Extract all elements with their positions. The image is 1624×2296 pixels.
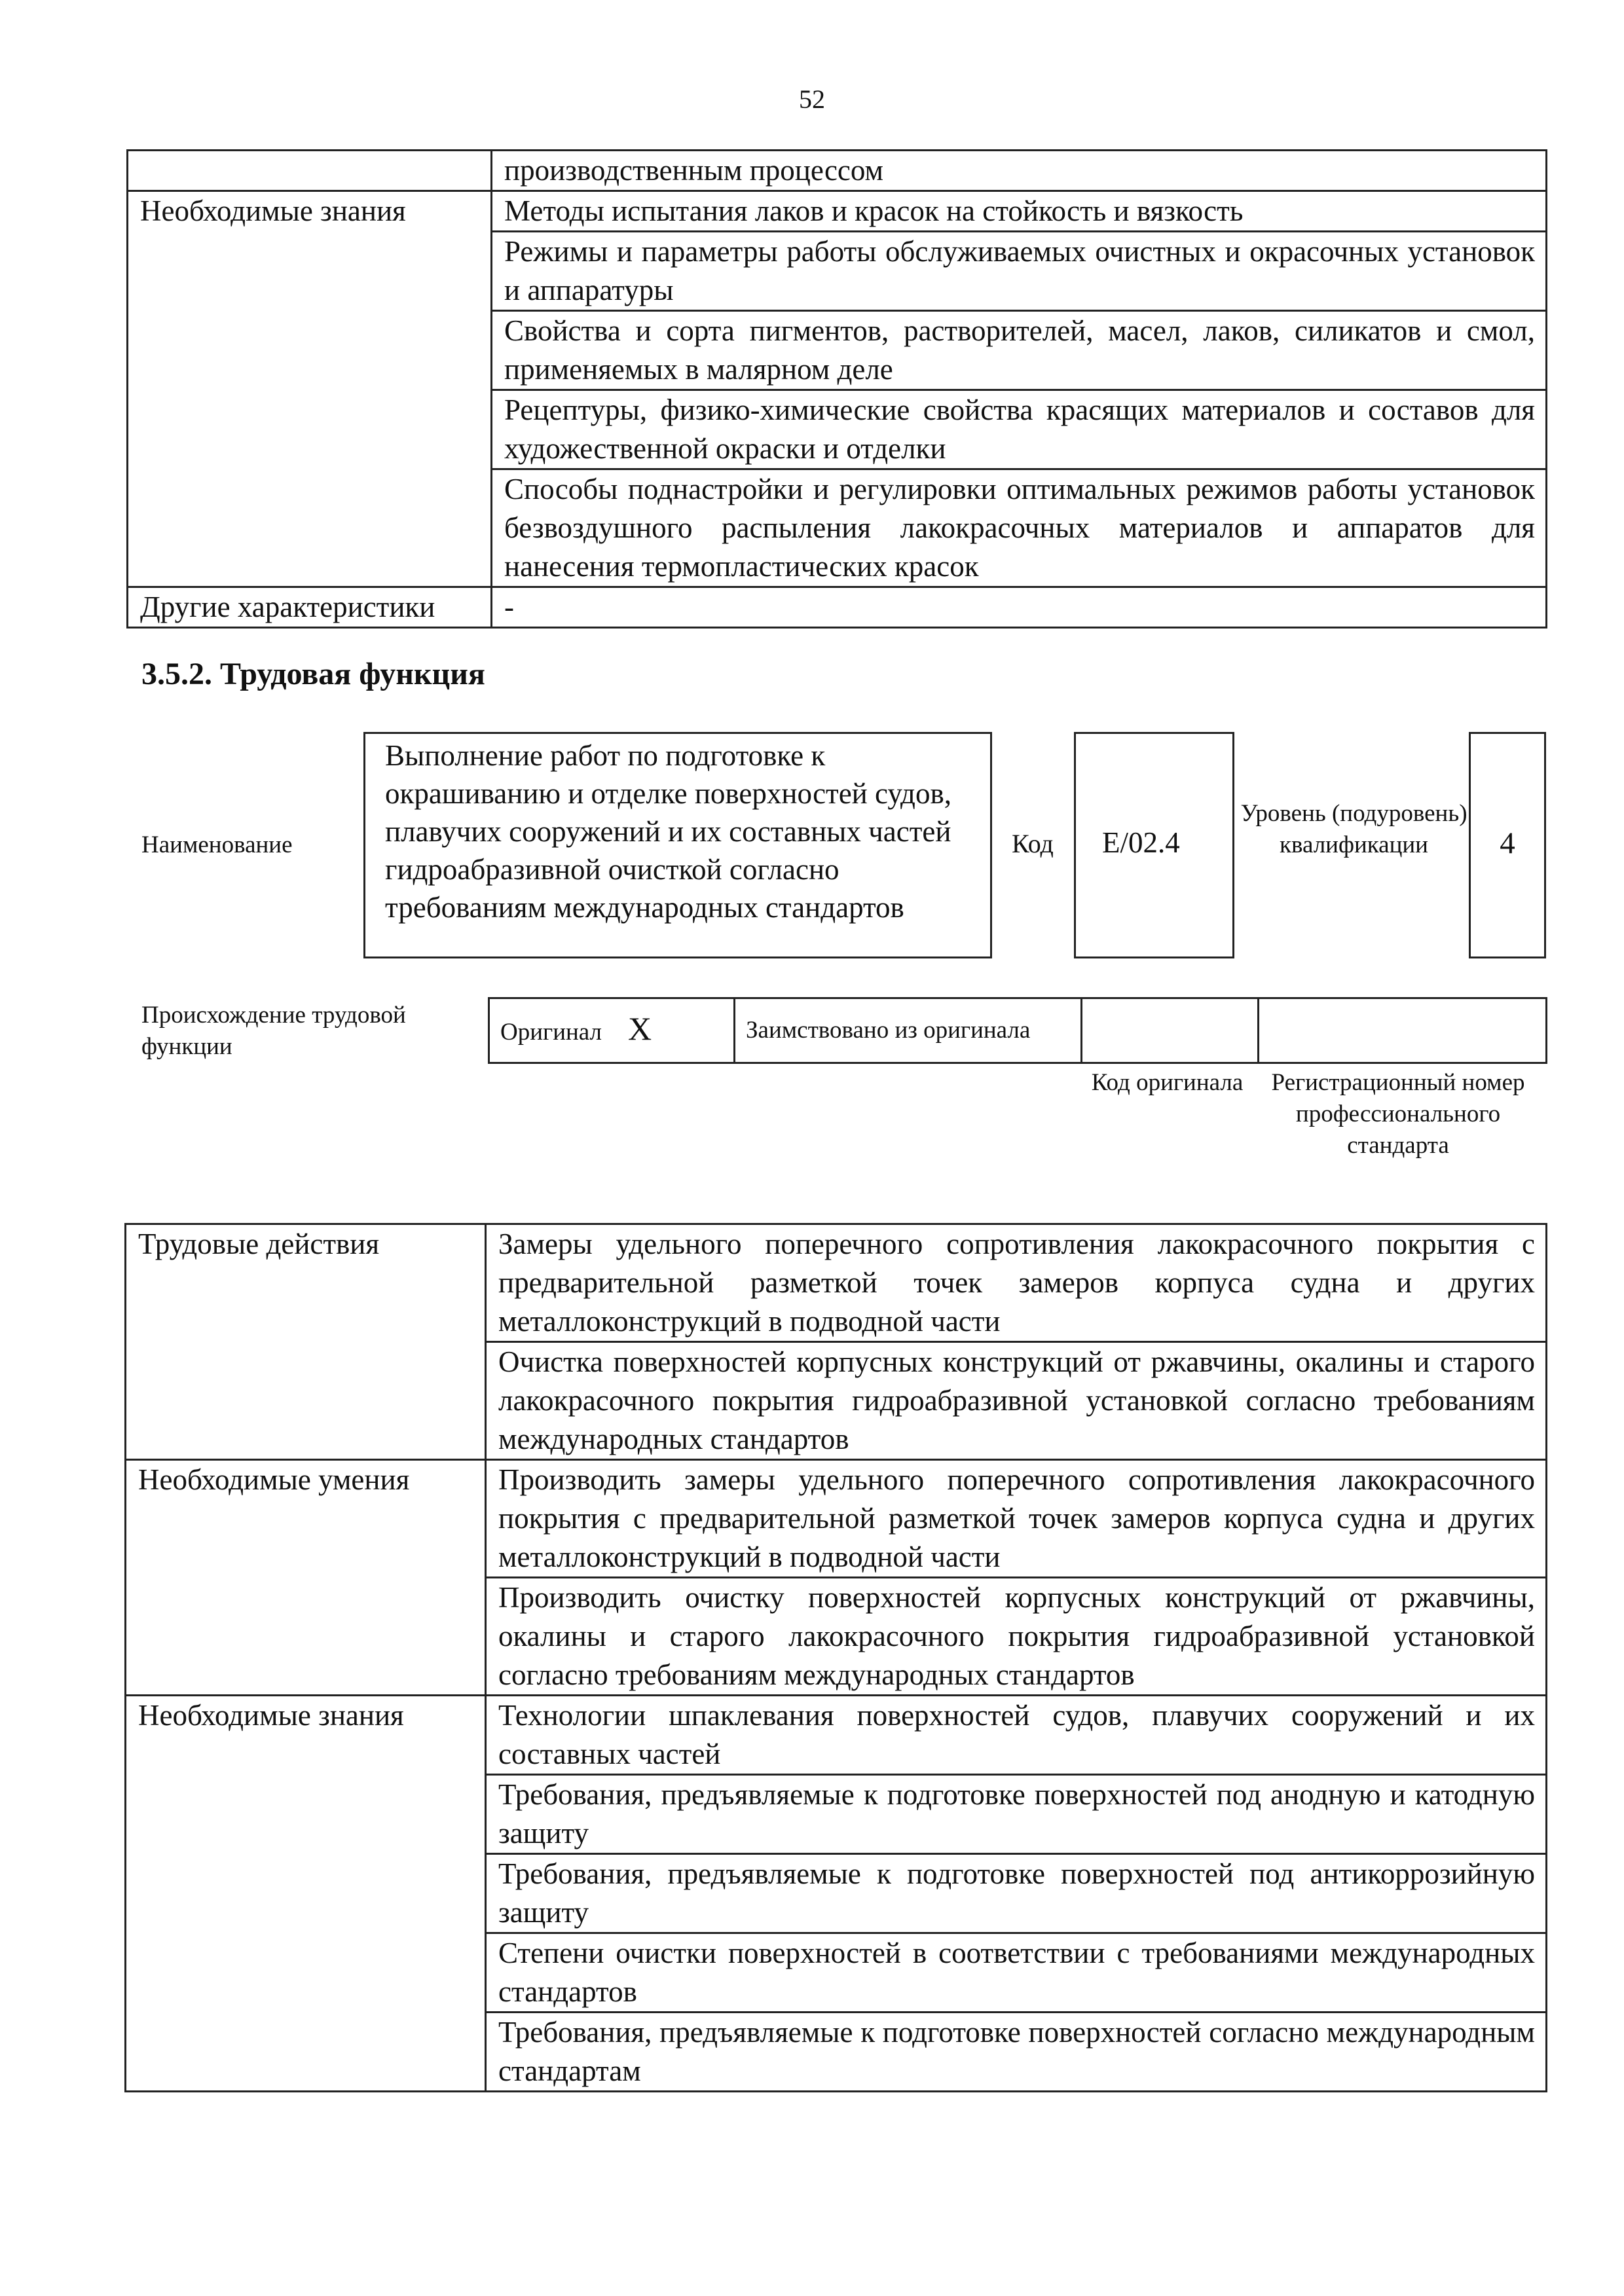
table-row	[128, 191, 1547, 232]
row-item: Производить замеры удельного поперечного сопротивления лакокрасочного покрытия с предварительной разметкой точек замеров корпуса судна и других металлоконструкций в подводной части	[486, 1460, 1547, 1578]
name-label: Наименование	[141, 831, 293, 858]
row-item: Требования, предъявляемые к подготовке поверхностей под антикоррозийную защиту	[486, 1854, 1547, 1933]
row-item: производственным процессом	[492, 151, 1547, 191]
row-label: Другие характеристики	[128, 587, 492, 628]
row-item: Режимы и параметры работы обслуживаемых очистных и окрасочных установок и аппаратуры	[492, 232, 1547, 311]
page-number: 52	[799, 84, 825, 114]
row-label: Необходимые знания	[126, 1696, 486, 2092]
original-mark: X	[628, 1010, 652, 1047]
top-table	[126, 149, 1547, 629]
function-name: Выполнение работ по подготовке к окрашиванию и отделке поверхностей судов, плавучих сооружений и их составных частей гидроабразивной очисткой согласно требованиям международных стандартов	[363, 732, 992, 958]
row-item: Требования, предъявляемые к подготовке поверхностей под анодную и катодную защиту	[486, 1775, 1547, 1854]
row-item: Требования, предъявляемые к подготовке поверхностей согласно международным стандартам	[486, 2013, 1547, 2092]
registration-caption: Регистрационный номер профессионального стандарта	[1271, 1069, 1525, 1159]
row-item: Методы испытания лаков и красок на стойкость и вязкость	[492, 191, 1547, 232]
level-label: Уровень (подуровень) квалификации	[1240, 800, 1467, 858]
row-label: Трудовые действия	[126, 1224, 486, 1460]
table-row	[489, 998, 1547, 1063]
row-item: Степени очистки поверхностей в соответствии с требованиями международных стандартов	[486, 1933, 1547, 2013]
origin-table	[488, 997, 1547, 1064]
row-item: Очистка поверхностей корпусных конструкций от ржавчины, окалины и старого лакокрасочного покрытия гидроабразивной установкой согласно требованиям международных стандартов	[486, 1342, 1547, 1460]
row-item: Технологии шпаклевания поверхностей судов, плавучих сооружений и их составных частей	[486, 1696, 1547, 1775]
code-label: Код	[1012, 829, 1054, 858]
row-item: Рецептуры, физико-химические свойства красящих материалов и составов для художественной окраски и отделки	[492, 390, 1547, 469]
row-item: Замеры удельного поперечного сопротивления лакокрасочного покрытия с предварительной разметкой точек замеров корпуса судна и других металлоконструкций в подводной части	[486, 1224, 1547, 1342]
code-caption: Код оригинала	[1091, 1069, 1244, 1096]
row-item: Свойства и сорта пигментов, растворителей, масел, лаков, силикатов и смол, применяемых в малярном деле	[492, 311, 1547, 390]
borrowed-label: Заимствовано из оригинала	[735, 998, 1082, 1063]
table-row	[126, 1696, 1547, 1775]
main-table	[124, 1223, 1547, 2092]
original-label: Оригинал	[500, 1019, 602, 1046]
original-code-cell	[1082, 998, 1259, 1063]
registration-number-cell	[1259, 998, 1547, 1063]
original-cell	[489, 998, 735, 1063]
row-item: Производить очистку поверхностей корпусных конструкций от ржавчины, окалины и старого лакокрасочного покрытия гидроабразивной установкой согласно требованиям международных стандартов	[486, 1578, 1547, 1696]
level-value: 4	[1469, 732, 1546, 958]
section-title: 3.5.2. Трудовая функция	[141, 657, 485, 691]
table-row	[128, 151, 1547, 191]
row-item: Способы поднастройки и регулировки оптимальных режимов работы установок безвоздушного распыления лакокрасочных материалов и аппаратов для нанесения термопластических красок	[492, 469, 1547, 587]
row-label	[128, 151, 492, 191]
table-row	[128, 587, 1547, 628]
row-label: Необходимые умения	[126, 1460, 486, 1696]
origin-label: Происхождение трудовой функции	[141, 1002, 406, 1060]
table-row	[126, 1224, 1547, 1342]
code-value: E/02.4	[1074, 732, 1234, 958]
row-label: Необходимые знания	[128, 191, 492, 587]
row-item: -	[492, 587, 1547, 628]
table-row	[126, 1460, 1547, 1578]
